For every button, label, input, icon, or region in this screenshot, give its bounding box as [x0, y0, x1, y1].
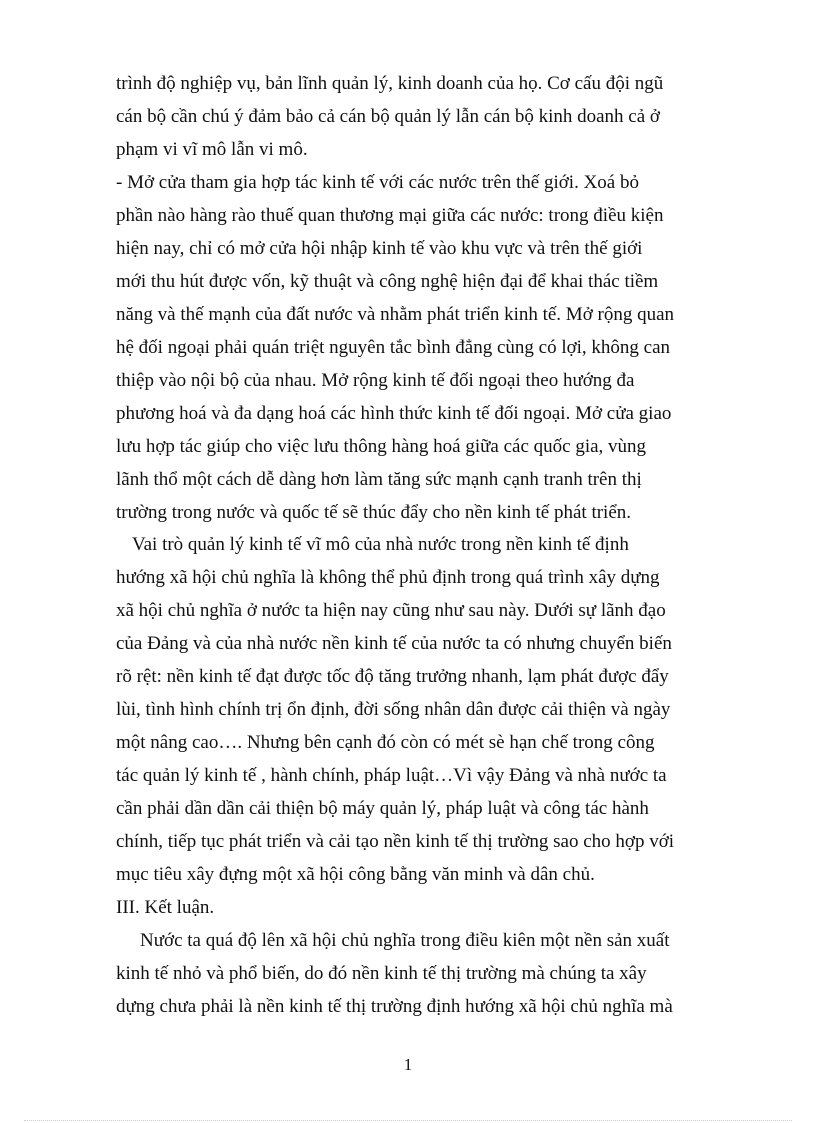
text-line: hướng xã hội chủ nghĩa là không thể phủ định trong quá trình xây dựng [116, 567, 660, 588]
text-line: dựng chưa phải là nền kinh tế thị trường định hướng xã hội chủ nghĩa mà [116, 996, 673, 1017]
text-line: một nâng cao…. Nhưng bên cạnh đó còn có mét sè hạn chế trong công [116, 732, 655, 753]
text-line: của Đảng và của nhà nước nền kinh tế của nước ta có nhưng chuyển biến [116, 633, 672, 654]
text-line: cán bộ cần chú ý đảm bảo cả cán bộ quản lý lẫn cán bộ kinh doanh cả ở [116, 106, 660, 127]
text-line: rõ rệt: nền kinh tế đạt được tốc độ tăng trưởng nhanh, lạm phát được đẩy [116, 666, 669, 687]
text-line: hệ đối ngoại phải quán triệt nguyên tắc bình đẳng cùng có lợi, không can [116, 337, 671, 358]
text-line: mới thu hút được vốn, kỹ thuật và công nghệ hiện đại để khai thác tiềm [116, 271, 659, 292]
text-line: lùi, tình hình chính trị ổn định, đời sống nhân dân được cải thiện và ngày [116, 699, 671, 720]
text-line: lưu hợp tác giúp cho việc lưu thông hàng hoá giữa các quốc gia, vùng [116, 436, 647, 457]
text-line: hiện nay, chỉ có mở cửa hội nhập kinh tế vào khu vực và trên thế giới [116, 238, 643, 259]
text-line: phạm vi vĩ mô lẫn vi mô. [116, 139, 308, 160]
section-heading: III. Kết luận. [116, 897, 215, 918]
text-line: mục tiêu xây đựng một xã hội công bằng văn minh và dân chủ. [116, 864, 595, 885]
text-line: kinh tế nhỏ và phổ biến, do đó nền kinh tế thị trường mà chúng ta xây [116, 963, 647, 984]
text-line: Vai trò quản lý kinh tế vĩ mô của nhà nước trong nền kinh tế định [132, 534, 629, 555]
text-line: phần nào hàng rào thuế quan thương mại giữa các nước: trong điều kiện [116, 205, 664, 226]
text-line: thiệp vào nội bộ của nhau. Mở rộng kinh tế đối ngoại theo hướng đa [116, 370, 635, 391]
text-line: tác quản lý kinh tế , hành chính, pháp luật…Vì vậy Đảng và nhà nước ta [116, 765, 667, 786]
text-line: trình độ nghiệp vụ, bản lĩnh quản lý, kinh doanh của họ. Cơ cấu đội ngũ [116, 73, 664, 94]
text-line: phương hoá và đa dạng hoá các hình thức kinh tế đối ngoại. Mở cửa giao [116, 403, 672, 424]
text-line: xã hội chủ nghĩa ở nước ta hiện nay cũng như sau này. Dưới sự lãnh đạo [116, 600, 666, 621]
text-line: lãnh thổ một cách dễ dàng hơn làm tăng sức mạnh cạnh tranh trên thị [116, 469, 642, 490]
text-line: trường trong nước và quốc tế sẽ thúc đẩy cho nền kinh tế phát triển. [116, 502, 632, 523]
page-number: 1 [403, 1055, 413, 1074]
text-line: năng và thế mạnh của đất nước và nhằm phát triển kinh tế. Mở rộng quan [116, 304, 675, 325]
page-bottom-divider [24, 1120, 792, 1121]
text-line: cần phải dần dần cải thiện bộ máy quản lý, pháp luật và công tác hành [116, 798, 649, 819]
text-line: chính, tiếp tục phát triển và cải tạo nền kinh tế thị trường sao cho hợp với [116, 831, 675, 852]
text-line: - Mở cửa tham gia hợp tác kinh tế với các nước trên thế giới. Xoá bỏ [116, 172, 639, 193]
text-line: Nước ta quá độ lên xã hội chủ nghĩa trong điều kiên một nền sản xuất [140, 930, 670, 951]
